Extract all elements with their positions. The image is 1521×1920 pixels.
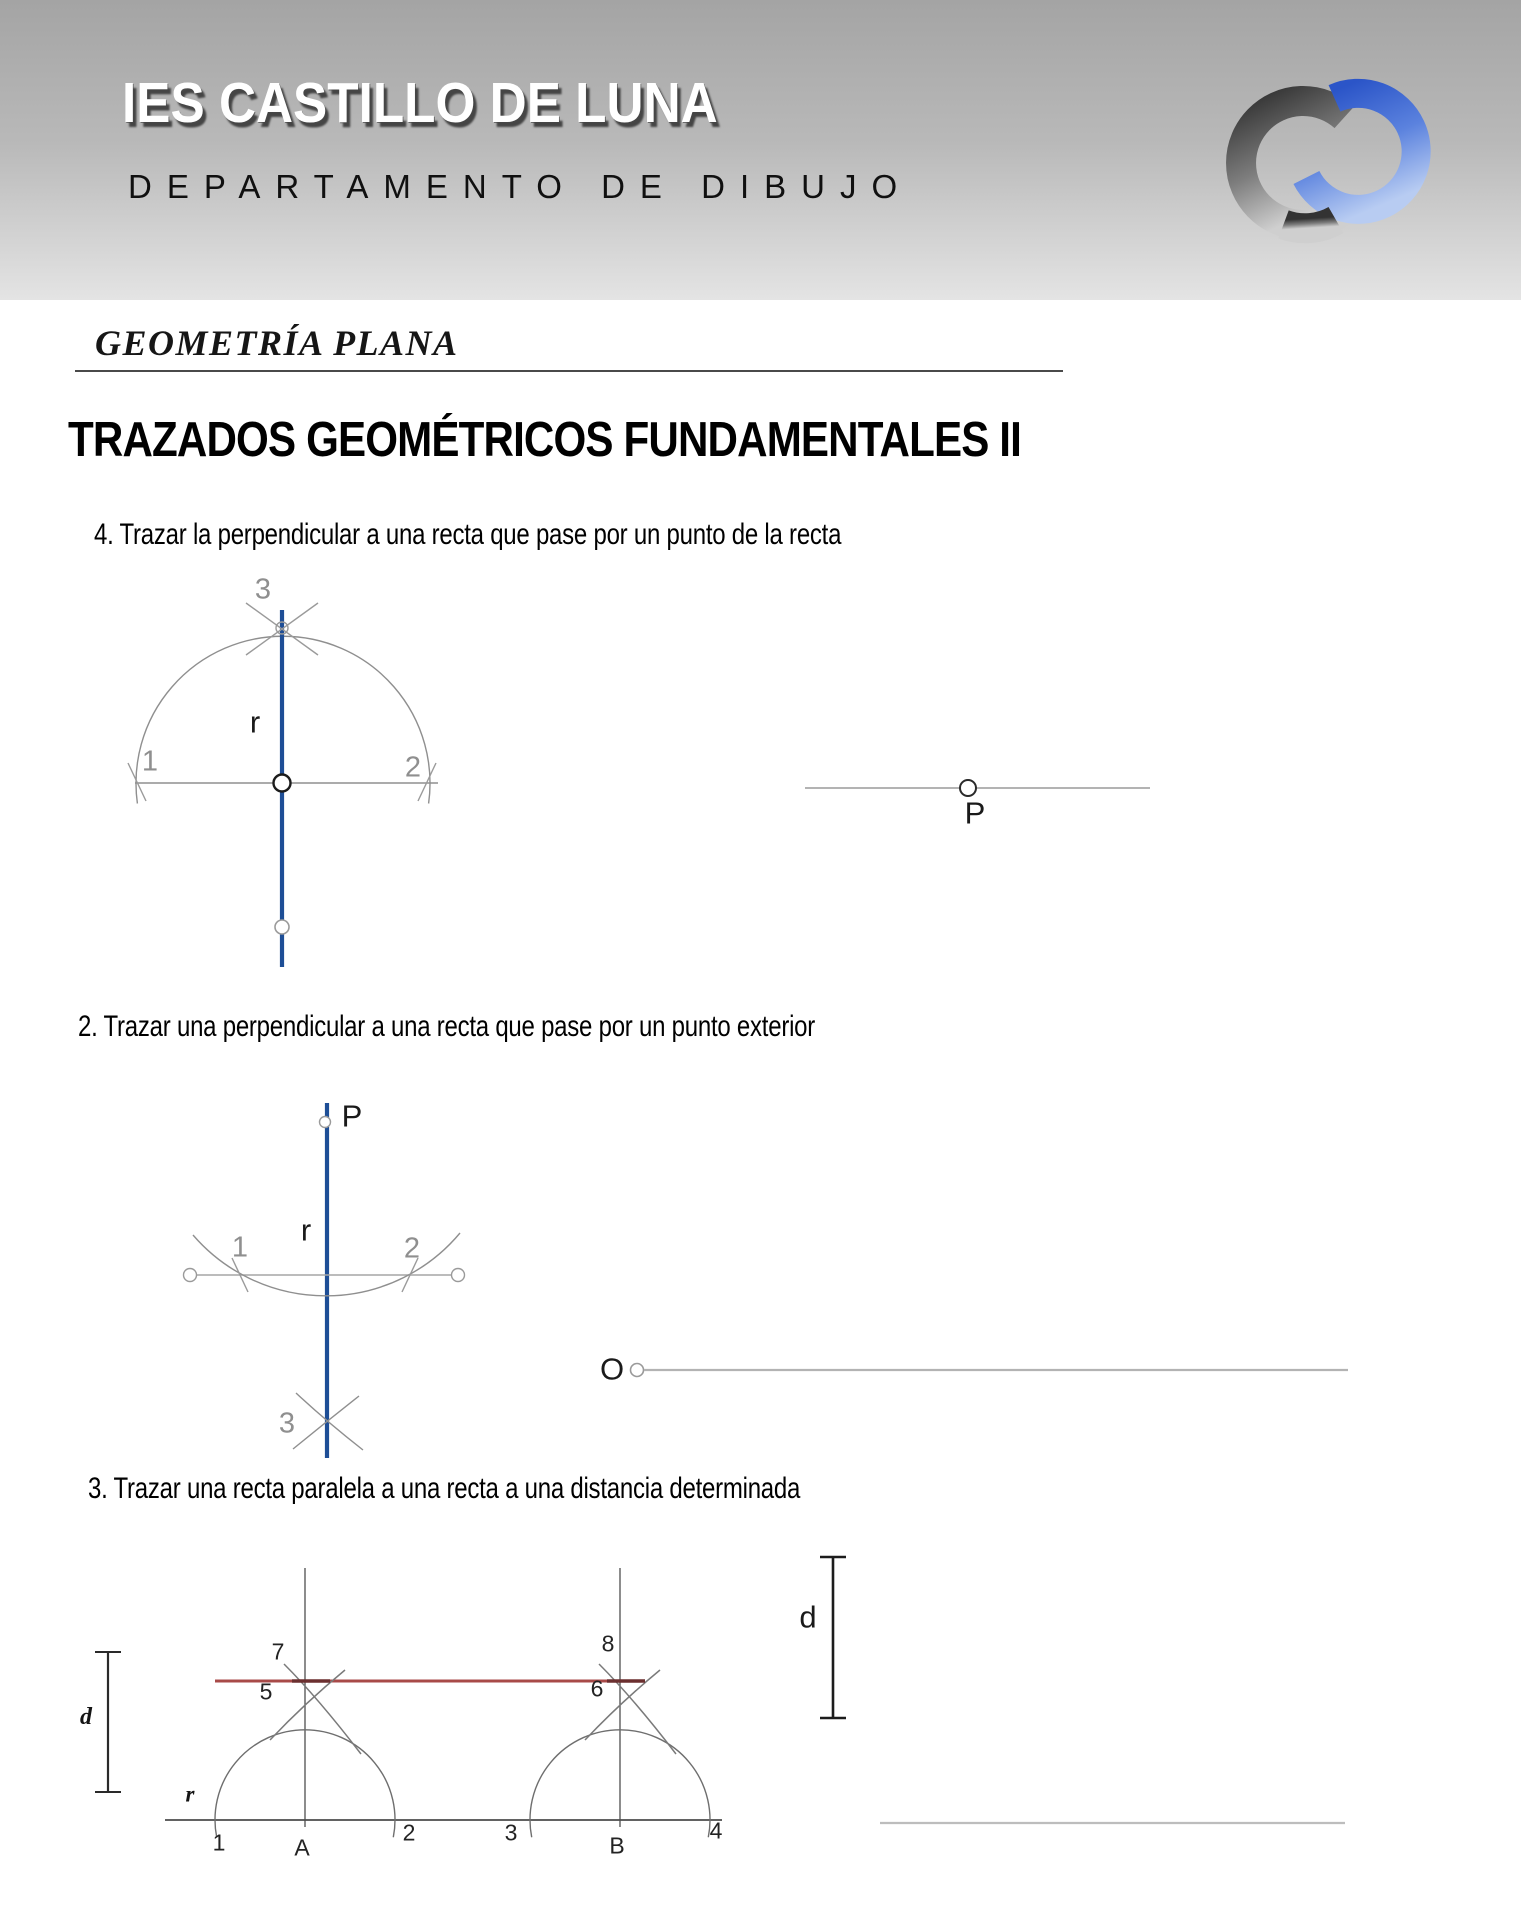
d2-label-p: P [341, 1098, 363, 1134]
point-o-circle [631, 1364, 644, 1377]
d1-label-2: 2 [404, 751, 422, 784]
d3-label-2: 2 [402, 1819, 416, 1846]
d1-label-3: 3 [254, 573, 272, 606]
d3-label-6: 6 [590, 1675, 604, 1702]
given-2-line-with-point-o [631, 1364, 1349, 1377]
page-title: TRAZADOS GEOMÉTRICOS FUNDAMENTALES II [68, 413, 1022, 467]
g3-label-d: d [799, 1599, 817, 1635]
cross-arc-5a [284, 1664, 361, 1754]
d3-label-8: 8 [601, 1630, 615, 1657]
d3-label-d: d [80, 1704, 92, 1730]
diagram-2-perpendicular-exterior-point [184, 1098, 465, 1458]
exercise-4-text: 4. Trazar la perpendicular a una recta que pase por un punto de la recta [94, 518, 842, 551]
line-end-circle-left [184, 1269, 197, 1282]
exercise-3-text: 3. Trazar una recta paralela a una recta a una distancia determinada [88, 1472, 801, 1505]
d1-label-r: r [249, 704, 261, 740]
given-1-line-with-point-p [805, 780, 1150, 796]
exercise-2-text: 2. Trazar una perpendicular a una recta que pase por un punto exterior [78, 1010, 816, 1043]
lower-point-circle [275, 920, 289, 934]
g1-label-p: P [964, 795, 986, 831]
d2-label-r: r [300, 1212, 312, 1248]
school-name: IES CASTILLO DE LUNA [122, 71, 718, 135]
d3-label-4: 4 [709, 1817, 723, 1844]
diagram-1-perpendicular-on-line [128, 603, 438, 967]
section-heading: GEOMETRÍA PLANA [95, 323, 459, 363]
g2-label-o: O [599, 1351, 625, 1387]
d3-label-b: B [609, 1832, 625, 1859]
d3-label-5: 5 [259, 1678, 273, 1705]
cross-arc-6a [599, 1664, 676, 1754]
d3-label-1: 1 [212, 1829, 226, 1856]
center-point-circle [274, 775, 291, 792]
given-3-distance-and-line [820, 1557, 1345, 1823]
department-name: DEPARTAMENTO DE DIBUJO [128, 168, 913, 205]
d3-label-7: 7 [271, 1638, 285, 1665]
d3-label-3: 3 [504, 1819, 518, 1846]
point-p-circle [320, 1117, 331, 1128]
d2-label-2: 2 [403, 1232, 421, 1265]
point-p-circle [960, 780, 976, 796]
d3-label-r: r [185, 1781, 195, 1807]
d1-label-1: 1 [141, 745, 159, 778]
d2-label-1: 1 [231, 1231, 249, 1264]
d2-label-3: 3 [278, 1407, 296, 1440]
line-end-circle-right [452, 1269, 465, 1282]
d3-label-a: A [294, 1834, 310, 1861]
